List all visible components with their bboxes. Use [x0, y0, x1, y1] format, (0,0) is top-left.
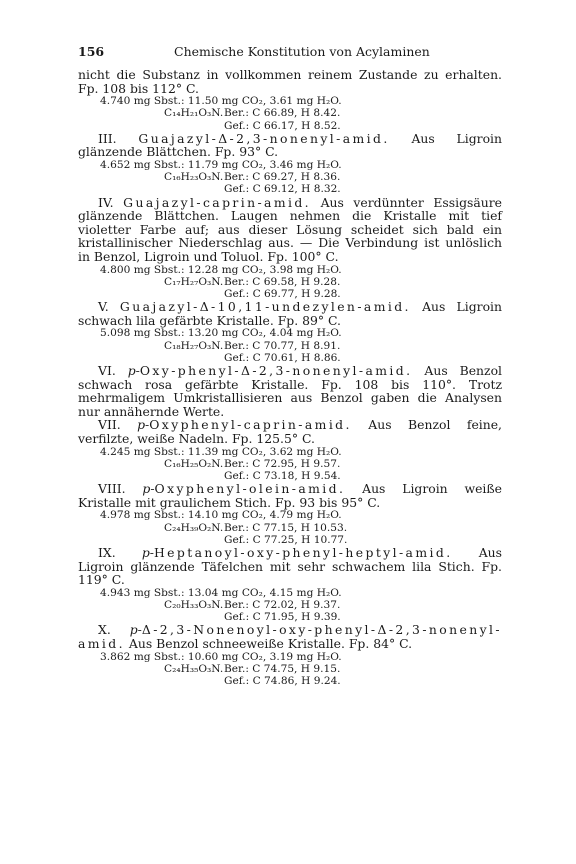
body-text — [78, 68, 502, 687]
compound-number: X. — [98, 622, 130, 638]
found-values: Gef.: C 69.77, H 9.28. — [224, 287, 341, 300]
calculated-values: Ber.: C 69.58, H 9.28. — [224, 275, 341, 288]
analysis-line: 4.943 mg Sbst.: 13.04 mg CO₂, 4.15 mg H₂O. — [100, 586, 342, 599]
molecular-formula: C₂₄H₃₅O₃N. — [164, 662, 224, 675]
calculated-values: Ber.: C 69.27, H 8.36. — [224, 171, 341, 184]
paragraph-text: Aus Ligroin glänzende Blättchen. Fp. 93° C. — [78, 130, 502, 160]
molecular-formula: C₂₄H₃₉O₂N. — [164, 521, 224, 534]
found-values: Gef.: C 77.25, H 10.77. — [224, 533, 348, 546]
compound-name: Guajazyl-Δ-10,11-undezylen-amid. — [119, 299, 411, 315]
analysis-line: 4.652 mg Sbst.: 11.79 mg CO₂, 3.46 mg H₂O. — [100, 158, 342, 171]
molecular-formula: C₁₆H₂₃O₃N. — [164, 171, 224, 184]
formula-line — [78, 171, 502, 183]
paragraph — [78, 546, 502, 587]
formula-line — [78, 599, 502, 611]
compound-number: III. — [98, 130, 139, 146]
running-title: Chemische Konstitution von Acylaminen — [174, 44, 430, 59]
paragraph — [78, 196, 502, 264]
found-values: Gef.: C 71.95, H 9.39. — [224, 611, 341, 624]
formula-line — [78, 340, 502, 352]
molecular-formula: C₁₇H₂₇O₃N. — [164, 275, 224, 288]
compound-name: Oxy-phenyl-Δ-2,3-nonenyl-amid. — [139, 362, 413, 378]
found-values: Gef.: C 69.12, H 8.32. — [224, 183, 341, 196]
compound-name: Δ-2,3-Nonenoyl-oxy-phenyl-Δ-2,3-nonenyl-amid. — [78, 622, 502, 651]
compound-prefix: p- — [137, 417, 150, 433]
analysis-line: 4.740 mg Sbst.: 11.50 mg CO₂, 3.61 mg H₂O. — [100, 95, 342, 108]
calculated-values: Ber.: C 77.15, H 10.53. — [224, 521, 348, 534]
page-number: 156 — [78, 44, 105, 59]
compound-number: VII. — [98, 417, 138, 433]
paragraph-text: Aus Benzol schwach rosa gefärbte Kristalle. Fp. 108 bis 110°. Trotz mehrmaligem Umkristallisieren aus Benzol gaben die Analysen nur annähernde Werte. — [78, 362, 502, 419]
compound-name: Guajazyl-caprin-amid. — [123, 194, 312, 210]
analysis-line: 4.245 mg Sbst.: 11.39 mg CO₂, 3.62 mg H₂O. — [100, 445, 342, 458]
paragraph — [78, 300, 502, 327]
analysis-line: 4.978 mg Sbst.: 14.10 mg CO₂, 4.79 mg H₂O. — [100, 509, 342, 522]
molecular-formula: C₂₀H₃₃O₃N. — [164, 598, 224, 611]
calculated-values: Ber.: C 66.89, H 8.42. — [224, 107, 341, 120]
analysis-line: 5.098 mg Sbst.: 13.20 mg CO₂, 4.04 mg H₂O. — [100, 327, 342, 340]
compound-prefix: p- — [142, 481, 155, 497]
found-values: Gef.: C 73.18, H 9.54. — [224, 469, 341, 482]
compound-number: VIII. — [98, 481, 143, 497]
page-header — [78, 44, 502, 60]
compound-number: IX. — [98, 544, 142, 560]
paragraph-text: Aus Ligroin weiße Kristalle mit graulichem Stich. Fp. 93 bis 95° C. — [78, 481, 502, 510]
calculated-values: Ber.: C 72.02, H 9.37. — [224, 598, 341, 611]
paragraph: nicht die Substanz in vollkommen reinem Zustande zu erhalten. Fp. 108 bis 112° C. — [78, 67, 502, 96]
calculated-values: Ber.: C 74.75, H 9.15. — [224, 662, 341, 675]
found-values: Gef.: C 66.17, H 8.52. — [224, 119, 341, 132]
compound-prefix: p- — [129, 622, 142, 638]
compound-name: Oxyphenyl-caprin-amid. — [149, 417, 352, 433]
paragraph — [78, 482, 502, 509]
formula-line — [78, 663, 502, 675]
formula-line — [78, 107, 502, 119]
compound-number: VI. — [98, 362, 128, 378]
compound-name: Oxyphenyl-olein-amid. — [154, 481, 346, 497]
formula-line — [78, 276, 502, 288]
found-values: Gef.: C 74.86, H 9.24. — [224, 674, 341, 687]
calculated-values: Ber.: C 70.77, H 8.91. — [224, 339, 341, 352]
compound-prefix: p- — [141, 544, 154, 560]
paragraph — [78, 418, 502, 445]
compound-prefix: p- — [127, 362, 140, 378]
compound-name: Heptanoyl-oxy-phenyl-heptyl-amid. — [153, 544, 453, 560]
analysis-line: 4.800 mg Sbst.: 12.28 mg CO₂, 3.98 mg H₂O. — [100, 263, 342, 276]
compound-number: V. — [98, 299, 120, 315]
paragraph-text: Aus Benzol feine, verfilzte, weiße Nadeln. Fp. 125.5° C. — [78, 417, 502, 446]
compound-name: Guajazyl-Δ-2,3-nonenyl-amid. — [138, 130, 390, 146]
paragraph — [78, 364, 502, 418]
paragraph — [78, 623, 502, 650]
paragraph-text: Aus verdünnter Essigsäure glänzende Blättchen. Laugen nehmen die Kristalle mit tief violetter Farbe auf; aus dieser Lösung scheidet sich bald ein kristallinischer Niederschlag aus. — Die Verbindung ist unlöslich in Benzol, Ligroin und Toluol. Fp. 100° C. — [78, 194, 502, 264]
paragraph-text: Aus Ligroin schwach lila gefärbte Kristalle. Fp. 89° C. — [78, 299, 502, 328]
formula-line — [78, 458, 502, 470]
analysis-line: 3.862 mg Sbst.: 10.60 mg CO₂, 3.19 mg H₂O. — [100, 650, 342, 663]
found-values: Gef.: C 70.61, H 8.86. — [224, 351, 341, 364]
paragraph-text: Aus Ligroin glänzende Täfelchen mit sehr schwachem lila Stich. Fp. 119° C. — [78, 544, 502, 588]
molecular-formula: C₁₈H₂₇O₃N. — [164, 339, 224, 352]
paragraph — [78, 132, 502, 159]
molecular-formula: C₁₄H₂₁O₃N. — [164, 107, 224, 120]
molecular-formula: C₁₆H₂₅O₂N. — [164, 457, 224, 470]
formula-line — [78, 522, 502, 534]
calculated-values: Ber.: C 72.95, H 9.57. — [224, 457, 341, 470]
paragraph-text: Aus Benzol schneeweiße Kristalle. Fp. 84° C. — [124, 635, 413, 651]
compound-number: IV. — [98, 194, 124, 210]
